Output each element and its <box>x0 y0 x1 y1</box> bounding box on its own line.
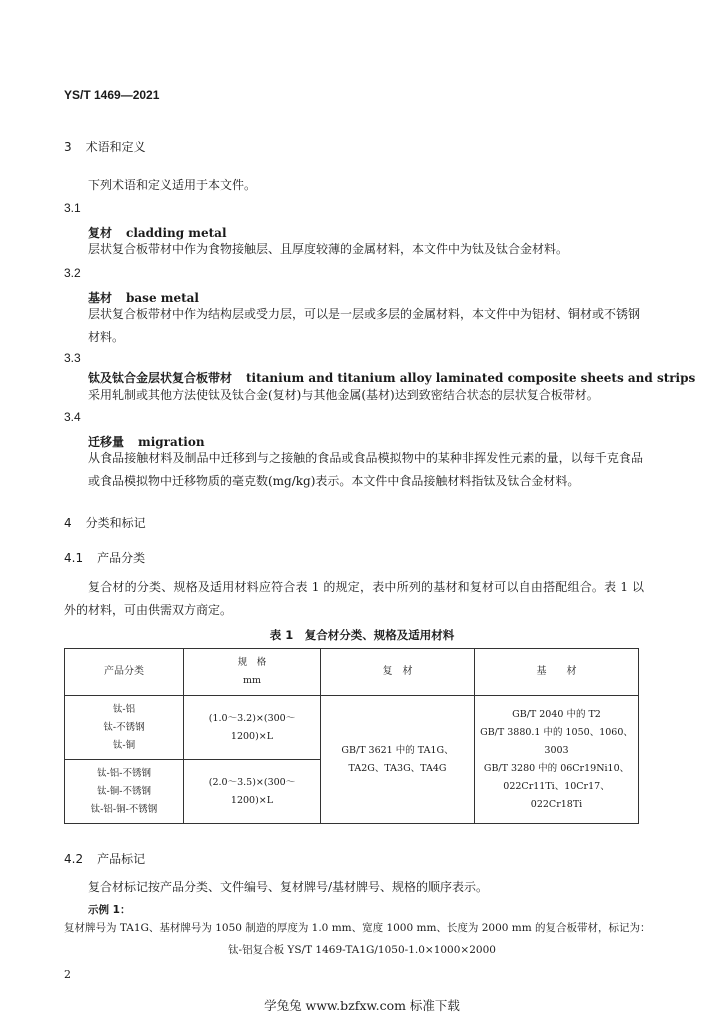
term-zh: 迁移量 <box>88 435 125 449</box>
document-id: YS/T 1469—2021 <box>64 88 160 102</box>
term-number: 3.1 <box>64 201 81 215</box>
term-zh: 基材 <box>88 291 113 305</box>
col-header-spec <box>184 649 321 696</box>
term-number: 3.3 <box>64 351 81 365</box>
spec-cell <box>184 696 321 760</box>
spec-label: 规 格 <box>237 657 267 668</box>
spec-line: (1.0～3.2)×(300～ <box>208 712 296 724</box>
spec-unit: mm <box>242 675 262 686</box>
spec-cell <box>184 760 321 824</box>
subsection-title: 产品分类 <box>97 551 146 565</box>
term-zh: 复材 <box>88 226 113 240</box>
term-definition: 从食品接触材料及制品中迁移到与之接触的食品或食品模拟物中的某种非挥发性元素的量，以每千克食品或食品模拟物中迁移物质的毫克数(mg/kg)表示。本文件中食品接触材料指钛及钛合金材料。 <box>88 451 643 488</box>
term-en: titanium and titanium alloy laminated composite sheets and strips <box>246 371 696 385</box>
category-item: 钛-铝 <box>112 703 136 715</box>
col-header-cladding: 复 材 <box>321 649 475 696</box>
category-item: 钛-铜-不锈钢 <box>97 785 151 797</box>
base-line: 022Cr11Ti、10Cr17、022Cr18Ti <box>503 780 610 810</box>
table-caption: 表 1 复合材分类、规格及适用材料 <box>269 628 455 642</box>
category-item: 钛-铝-不锈钢 <box>97 767 151 779</box>
term-definition: 层状复合板带材中作为食物接触层、且厚度较薄的金属材料，本文件中为钛及钛合金材料。 <box>88 242 569 256</box>
subsection-4-1-heading <box>64 549 145 566</box>
subsection-title: 产品标记 <box>97 852 146 866</box>
category-item: 钛-不锈钢 <box>103 721 145 733</box>
watermark-text: 学兔兔 www.bzfxw.com 标准下载 <box>264 998 460 1013</box>
term-zh: 钛及钛合金层状复合板带材 <box>88 371 233 385</box>
section-title: 术语和定义 <box>85 140 146 154</box>
term-definition: 采用轧制或其他方法使钛及钛合金(复材)与其他金属(基材)达到致密结合状态的层状复合板带材。 <box>88 388 599 402</box>
term-number: 3.4 <box>64 410 81 424</box>
subsection-number: 4.1 <box>64 551 84 565</box>
term-number: 3.2 <box>64 266 81 280</box>
subsection-4-2-heading <box>64 850 145 867</box>
subsection-number: 4.2 <box>64 852 84 866</box>
cladding-line: TA2G、TA3G、TA4G <box>348 762 447 774</box>
section-number: 3 <box>64 140 72 154</box>
subsection-4-2-paragraph: 复合材标记按产品分类、文件编号、复材牌号/基材牌号、规格的顺序表示。 <box>88 880 489 894</box>
base-line: GB/T 3880.1 中的 1050、1060、3003 <box>480 726 633 756</box>
category-cell <box>65 696 184 760</box>
example-text: 复材牌号为 TA1G、基材牌号为 1050 制造的厚度为 1.0 mm、宽度 1000 mm、长度为 2000 mm 的复合板带材，标记为： <box>64 922 651 934</box>
example-label: 示例 1： <box>88 904 131 916</box>
classification-table <box>64 648 639 824</box>
section-title: 分类和标记 <box>85 516 146 530</box>
category-cell <box>65 760 184 824</box>
category-item: 钛-铜 <box>112 739 136 751</box>
base-cell <box>475 696 639 824</box>
col-header-category: 产品分类 <box>65 649 184 696</box>
spec-line: 1200)×L <box>230 794 274 806</box>
section-3-heading <box>64 138 146 155</box>
spec-line: (2.0～3.5)×(300～ <box>208 776 296 788</box>
col-header-base: 基 材 <box>475 649 639 696</box>
term-en: base metal <box>126 291 199 305</box>
category-item: 钛-铝-铜-不锈钢 <box>90 803 158 815</box>
page-number: 2 <box>64 968 71 981</box>
base-line: GB/T 2040 中的 T2 <box>512 708 601 720</box>
term-en: cladding metal <box>126 226 227 240</box>
section-3-intro: 下列术语和定义适用于本文件。 <box>88 178 257 192</box>
section-4-heading <box>64 514 146 531</box>
section-number: 4 <box>64 516 72 530</box>
term-en: migration <box>138 435 205 449</box>
table-row <box>65 696 639 760</box>
example-marking: 钛-铝复合板 YS/T 1469-TA1G/1050-1.0×1000×2000 <box>228 944 496 956</box>
base-line: GB/T 3280 中的 06Cr19Ni10、 <box>483 762 630 774</box>
cladding-line: GB/T 3621 中的 TA1G、 <box>341 744 454 756</box>
term-definition: 层状复合板带材中作为结构层或受力层，可以是一层或多层的金属材料，本文件中为铝材、铜材或不锈钢材料。 <box>88 307 641 344</box>
subsection-4-1-paragraph: 复合材的分类、规格及适用材料应符合表 1 的规定，表中所列的基材和复材可以自由搭配组合。表 1 以外的材料，可由供需双方商定。 <box>64 580 644 617</box>
spec-line: 1200)×L <box>230 730 274 742</box>
cladding-cell <box>321 696 475 824</box>
